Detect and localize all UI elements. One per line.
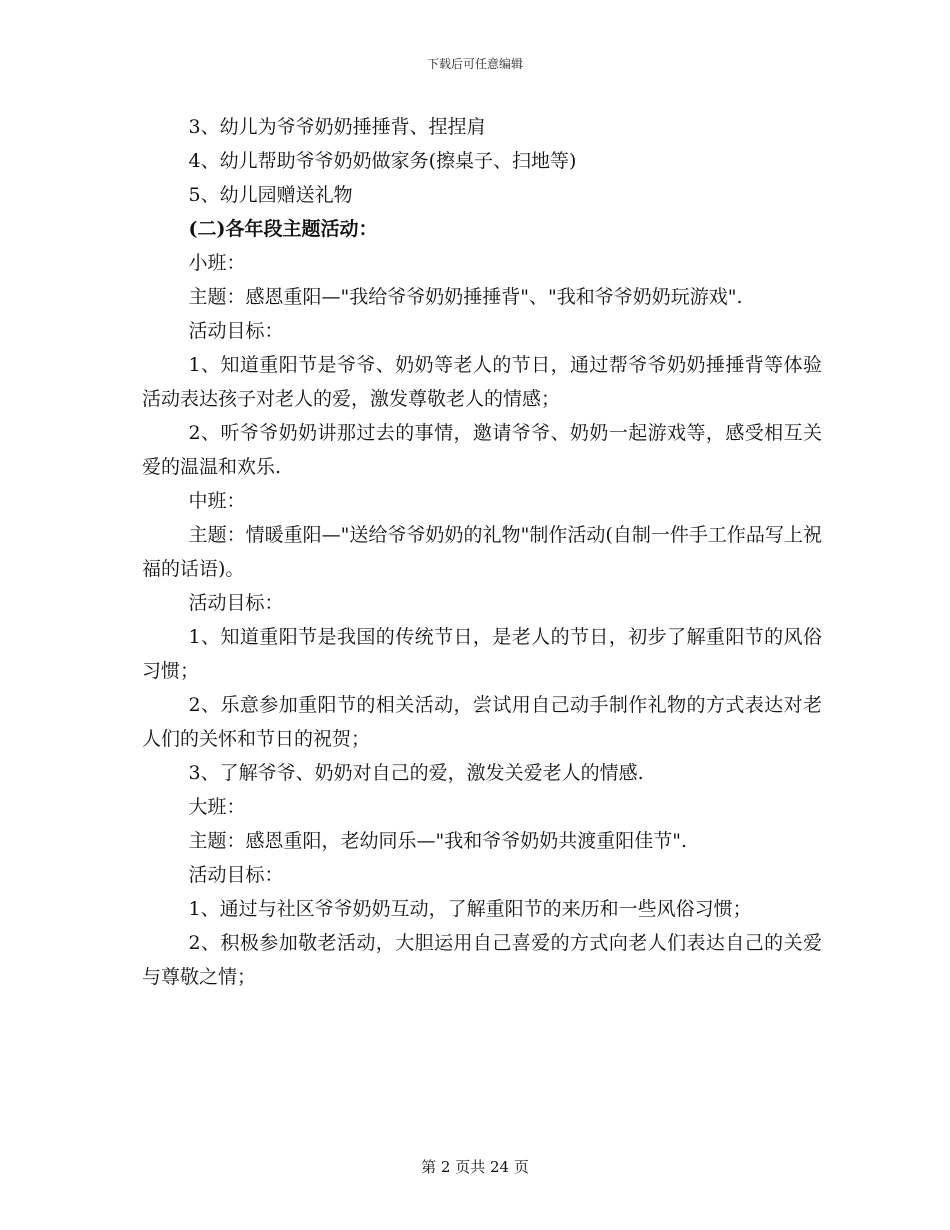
paragraph: 1、知道重阳节是爷爷、奶奶等老人的节日，通过帮爷爷奶奶捶捶背等体验活动表达孩子对老人的爱，激发尊敬老人的情感； [142,354,822,410]
paragraph: 2、乐意参加重阳节的相关活动，尝试用自己动手制作礼物的方式表达对老人们的关怀和节日的祝贺； [142,694,822,750]
objectives-label: 活动目标： [188,864,284,886]
paragraph: 3、幼儿为爷爷奶奶捶捶背、捏捏肩 [188,116,486,138]
objectives-label: 活动目标： [188,320,284,342]
paragraph: 1、知道重阳节是我国的传统节日，是老人的节日，初步了解重阳节的风俗习惯； [142,626,822,682]
class-heading-large: 大班： [188,796,246,818]
class-heading-small: 小班： [188,252,246,274]
section-heading: (二)各年段主题活动： [188,218,378,240]
page-header: 下载后可任意编辑 [426,57,523,71]
paragraph: 2、听爷爷奶奶讲那过去的事情，邀请爷爷、奶奶一起游戏等，感受相互关爱的温温和欢乐. [142,422,822,478]
paragraph: 主题：情暖重阳—"送给爷爷奶奶的礼物"制作活动(自制一件手工作品写上祝福的话语)。 [142,524,822,580]
paragraph: 主题：感恩重阳—"我给爷爷奶奶捶捶背"、"我和爷爷奶奶玩游戏". [188,286,743,308]
paragraph: 4、幼儿帮助爷爷奶奶做家务(擦桌子、扫地等) [188,150,577,172]
paragraph: 3、了解爷爷、奶奶对自己的爱，激发关爱老人的情感. [188,762,644,784]
paragraph: 主题：感恩重阳，老幼同乐—"我和爷爷奶奶共渡重阳佳节". [188,830,688,852]
paragraph: 1、通过与社区爷爷奶奶互动，了解重阳节的来历和一些风俗习惯； [188,898,752,920]
class-heading-middle: 中班： [188,490,246,512]
paragraph: 5、幼儿园赠送礼物 [188,184,353,206]
page-footer: 第 2 页共 24 页 [421,1158,529,1176]
document-body [142,110,822,994]
paragraph: 2、积极参加敬老活动，大胆运用自己喜爱的方式向老人们表达自己的关爱与尊敬之情； [142,932,822,988]
objectives-label: 活动目标： [188,592,284,614]
